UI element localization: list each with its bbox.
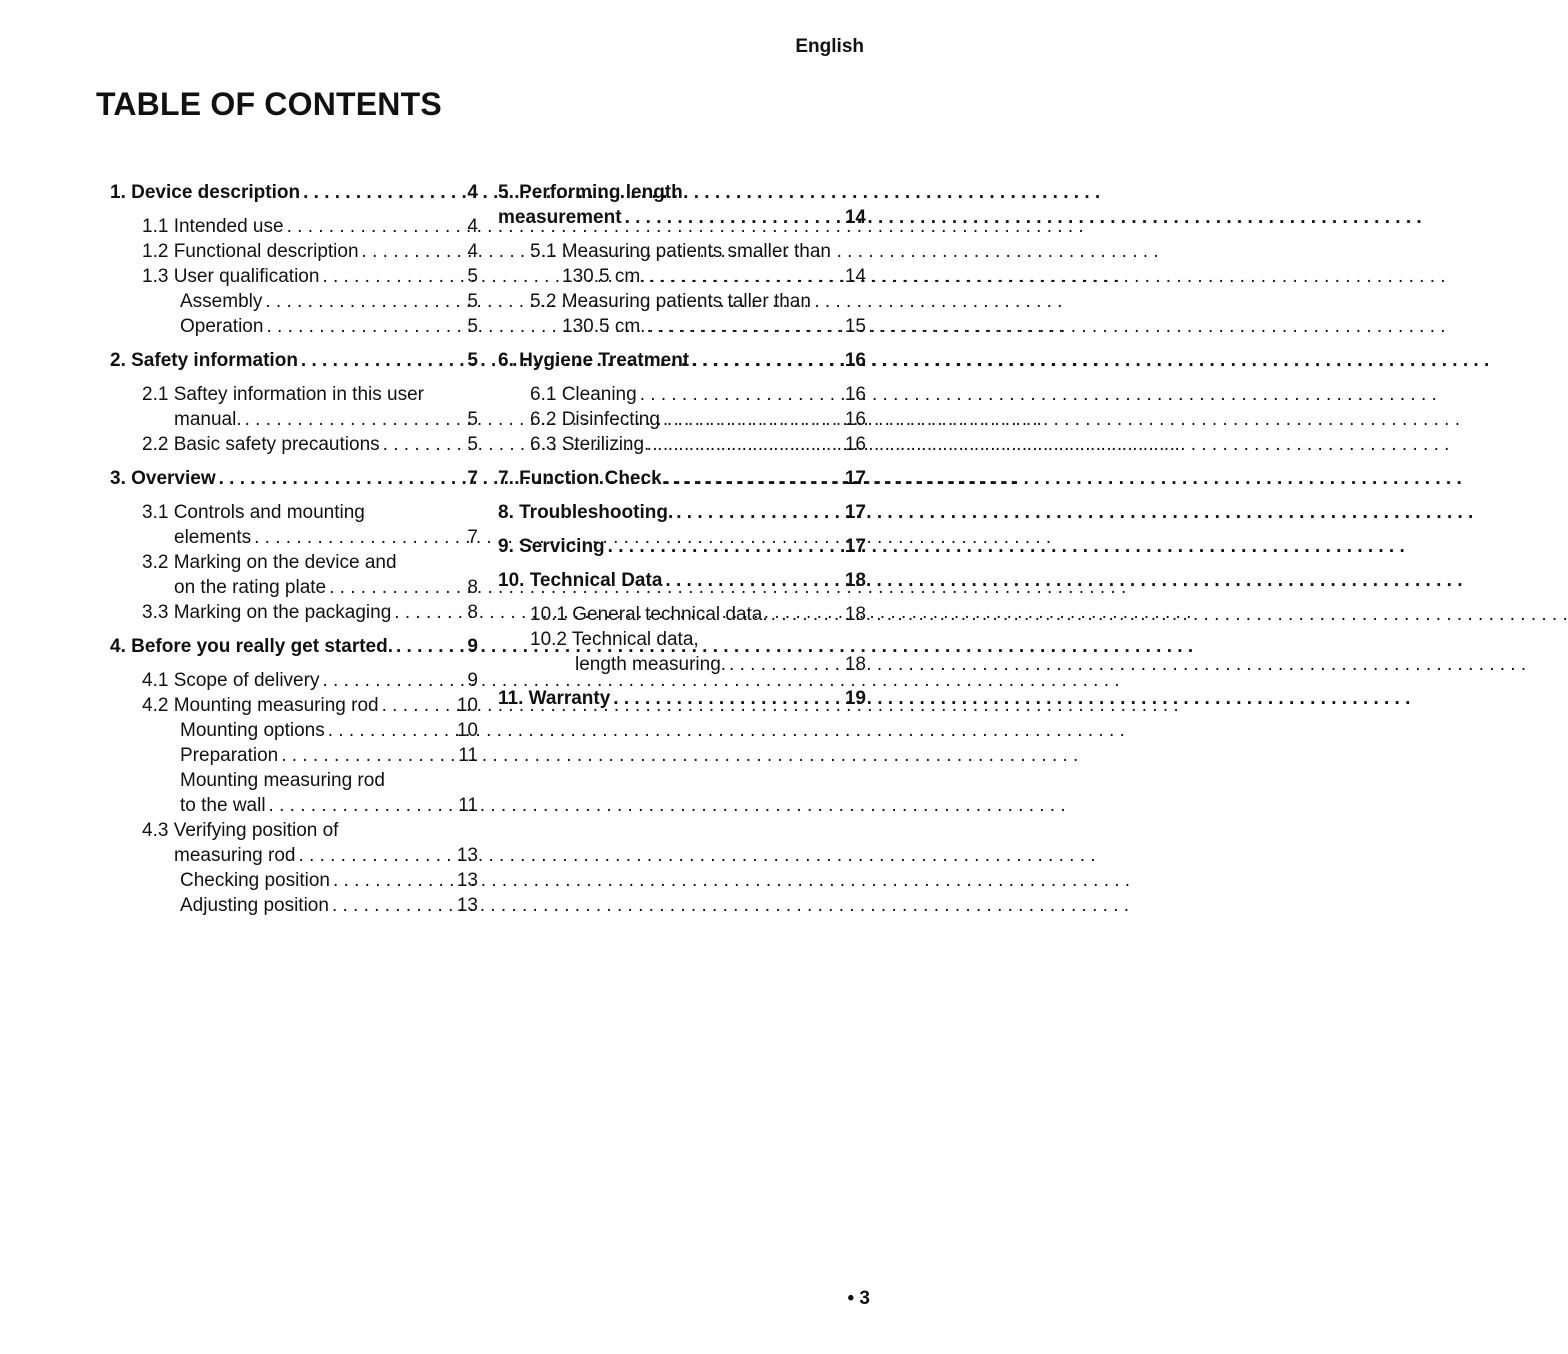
toc-entry-title: 4. Before you really get started.	[110, 636, 393, 657]
toc-entry-title: 10. Technical Data	[498, 570, 663, 591]
toc-dot-leader	[326, 575, 446, 600]
toc-entry-title: Operation	[180, 316, 264, 337]
language-label: English	[795, 36, 864, 57]
toc-entry[interactable]	[498, 289, 866, 314]
toc-dot-leader	[295, 843, 440, 868]
toc-page-number: 4	[467, 216, 478, 237]
toc-dot-leader	[298, 348, 446, 373]
toc-entry[interactable]	[110, 214, 478, 239]
toc-dot-leader	[610, 686, 828, 711]
toc-dot-leader	[662, 568, 828, 593]
toc-entry-title: 1. Device description	[110, 182, 301, 203]
toc-entry-title: 2. Safety information	[110, 350, 298, 371]
toc-entry-title: 8. Troubleshooting.	[498, 502, 674, 523]
toc-page-number: 13	[456, 895, 478, 916]
toc-entry[interactable]	[498, 314, 866, 339]
toc-entry-title: 5.2 Measuring patients taller than	[530, 291, 811, 312]
toc-page-number: 16	[844, 434, 866, 455]
toc-page-number: 11	[458, 745, 478, 766]
toc-entry-title: Assembly	[180, 291, 263, 312]
page-number: • 3	[847, 1288, 870, 1309]
toc-page-number: 7	[467, 468, 478, 489]
toc-entry-title: 7. Function Check	[498, 468, 662, 489]
toc-entry[interactable]	[110, 793, 478, 818]
toc-dot-leader	[391, 600, 446, 625]
toc-page-number: 5	[467, 350, 478, 371]
toc-entry-title: 5. Performing length	[498, 182, 683, 203]
toc-page-number: 14	[844, 266, 866, 287]
toc-entry-title: 10.1 General technical data.	[530, 604, 768, 625]
toc-entry[interactable]	[110, 264, 478, 289]
toc-entry[interactable]	[110, 818, 478, 843]
toc-dot-leader	[660, 407, 828, 432]
toc-entry-title: 10.2 Technical data,	[530, 629, 699, 650]
toc-page-number: 16	[844, 350, 866, 371]
toc-chapter-entry[interactable]	[110, 348, 478, 373]
toc-dot-leader	[673, 500, 828, 525]
toc-page-number: 18	[844, 604, 866, 625]
toc-entry[interactable]	[110, 893, 478, 918]
toc-page-number: 9	[467, 670, 478, 691]
toc-chapter-entry[interactable]	[498, 568, 866, 593]
toc-dot-leader	[726, 652, 828, 677]
toc-dot-leader	[242, 407, 446, 432]
toc-entry[interactable]	[498, 239, 866, 264]
toc-entry-title: 2.2 Basic safety precautions	[142, 434, 380, 455]
toc-entry[interactable]	[498, 652, 866, 677]
toc-entry-title: 5.1 Measuring patients smaller than	[530, 241, 831, 262]
toc-page-number: 8	[467, 602, 478, 623]
toc-chapter-entry[interactable]	[110, 634, 478, 659]
toc-page-number: 7	[467, 527, 478, 548]
toc-chapter-entry[interactable]	[498, 348, 866, 373]
toc-chapter-entry[interactable]	[498, 180, 866, 205]
toc-dot-leader	[380, 432, 446, 457]
toc-dot-leader	[251, 525, 446, 550]
toc-entry[interactable]	[498, 602, 866, 627]
toc-chapter-entry[interactable]	[498, 686, 866, 711]
toc-entry-title: 1.1 Intended use	[142, 216, 284, 237]
toc-page-number: 16	[844, 409, 866, 430]
toc-dot-leader	[329, 893, 440, 918]
toc-dot-leader	[330, 868, 440, 893]
toc-dot-leader	[393, 634, 446, 659]
toc-entry[interactable]	[498, 264, 866, 289]
toc-page-number: 4	[467, 241, 478, 262]
toc-page-number: 17	[844, 468, 866, 489]
toc-dot-leader	[262, 289, 446, 314]
toc-entry[interactable]	[110, 289, 478, 314]
toc-page-number: 5	[467, 266, 478, 287]
toc-dot-leader	[216, 466, 446, 491]
toc-entry-title: 6.2 Disinfecting	[530, 409, 660, 430]
toc-dot-leader	[359, 239, 446, 264]
toc-entry[interactable]	[110, 718, 478, 743]
toc-chapter-entry[interactable]	[110, 180, 478, 205]
toc-chapter-entry[interactable]	[110, 466, 478, 491]
toc-entry[interactable]	[110, 500, 478, 525]
toc-page-number: 16	[844, 384, 866, 405]
toc-entry-title: Checking position	[180, 870, 330, 891]
toc-page-number: 9	[467, 636, 478, 657]
toc-page-number: 15	[844, 316, 866, 337]
toc-dot-leader	[637, 382, 828, 407]
toc-dot-leader	[300, 180, 446, 205]
toc-entry[interactable]	[110, 768, 478, 793]
toc-page-number: 14	[844, 207, 866, 228]
toc-dot-leader	[319, 264, 446, 289]
toc-entry[interactable]	[110, 600, 478, 625]
toc-entry[interactable]	[498, 407, 866, 432]
toc-page-number: 13	[456, 870, 478, 891]
toc-dot-leader	[284, 214, 446, 239]
toc-entry-title: manual.	[174, 409, 242, 430]
toc-entry-title: 4.3 Verifying position of	[142, 820, 339, 841]
toc-page-number: 8	[467, 577, 478, 598]
toc-entry-title: 3.2 Marking on the device and	[142, 552, 397, 573]
toc-entry-title: 130.5 cm.	[562, 266, 646, 287]
toc-entry-title: 1.2 Functional description	[142, 241, 359, 262]
toc-page-number: 5	[467, 409, 478, 430]
toc-entry-title: 130.5 cm.	[562, 316, 646, 337]
toc-entry-title: 3.1 Controls and mounting	[142, 502, 365, 523]
toc-dot-leader	[689, 348, 828, 373]
page-title: TABLE OF CONTENTS	[96, 86, 442, 122]
toc-entry-title: Preparation	[180, 745, 279, 766]
toc-entry-title: 6.3 Sterilizing.	[530, 434, 650, 455]
toc-chapter-entry[interactable]	[498, 205, 866, 230]
toc-page-number: 17	[844, 502, 866, 523]
toc-dot-leader	[263, 314, 446, 339]
toc-entry[interactable]	[110, 868, 478, 893]
toc-dot-leader	[649, 432, 828, 457]
toc-entry-title: 11. Warranty	[498, 688, 611, 709]
toc-dot-leader	[768, 602, 828, 627]
toc-page-number: 10	[456, 720, 478, 741]
toc-dot-leader	[645, 314, 828, 339]
toc-entry[interactable]	[110, 575, 478, 600]
toc-entry[interactable]	[110, 314, 478, 339]
toc-entry-title: 4.2 Mounting measuring rod	[142, 695, 379, 716]
toc-entry[interactable]	[110, 550, 478, 575]
toc-page-number: 11	[458, 795, 478, 816]
toc-page-number: 18	[844, 654, 866, 675]
toc-dot-leader	[278, 743, 440, 768]
toc-page-number: 5	[467, 316, 478, 337]
toc-dot-leader	[325, 718, 440, 743]
toc-chapter-entry[interactable]	[498, 534, 866, 559]
toc-entry-title: Adjusting position	[180, 895, 329, 916]
toc-entry[interactable]	[110, 843, 478, 868]
toc-entry-title: 6. Hygiene Treatment	[498, 350, 690, 371]
toc-dot-leader	[319, 668, 446, 693]
toc-entry[interactable]	[498, 382, 866, 407]
toc-entry[interactable]	[110, 743, 478, 768]
toc-page-number: 13	[456, 845, 478, 866]
toc-dot-leader	[266, 793, 440, 818]
toc-page-number: 19	[844, 688, 866, 709]
toc-dot-leader	[662, 466, 828, 491]
toc-entry[interactable]	[110, 525, 478, 550]
toc-entry-title: on the rating plate	[174, 577, 327, 598]
toc-dot-leader	[379, 693, 440, 718]
toc-entry-title: Mounting measuring rod	[180, 770, 385, 791]
toc-dot-leader	[605, 534, 828, 559]
toc-entry[interactable]	[110, 432, 478, 457]
toc-entry-title: 6.1 Cleaning	[530, 384, 637, 405]
toc-entry-title: to the wall	[180, 795, 266, 816]
toc-entry-title: Mounting options	[180, 720, 325, 741]
toc-chapter-entry[interactable]	[498, 500, 866, 525]
toc-entry[interactable]	[110, 668, 478, 693]
toc-entry[interactable]	[498, 432, 866, 457]
toc-entry-title: 3.3 Marking on the packaging	[142, 602, 392, 623]
toc-page-number: 17	[844, 536, 866, 557]
toc-entry-title: 3. Overview	[110, 468, 216, 489]
toc-column-right	[498, 180, 866, 711]
toc-column-left	[110, 180, 478, 918]
toc-entry[interactable]	[110, 407, 478, 432]
toc-entry[interactable]	[110, 382, 478, 407]
toc-entry-title: elements	[174, 527, 252, 548]
toc-entry-title: length measuring.	[575, 654, 727, 675]
toc-entry-title: 9. Servicing	[498, 536, 605, 557]
toc-entry[interactable]	[110, 693, 478, 718]
toc-page-number: 10	[456, 695, 478, 716]
toc-entry-title: 2.1 Saftey information in this user	[142, 384, 424, 405]
toc-entry-title: 4.1 Scope of delivery	[142, 670, 320, 691]
toc-page-number: 5	[467, 434, 478, 455]
toc-page-number: 5	[467, 291, 478, 312]
toc-entry-title: measurement	[498, 207, 622, 228]
toc-entry-title: measuring rod	[174, 845, 296, 866]
toc-page-number: 4	[467, 182, 478, 203]
toc-entry[interactable]	[498, 627, 866, 652]
toc-dot-leader	[645, 264, 828, 289]
toc-page-number: 18	[844, 570, 866, 591]
toc-dot-leader	[622, 205, 828, 230]
toc-chapter-entry[interactable]	[498, 466, 866, 491]
toc-entry[interactable]	[110, 239, 478, 264]
toc-entry-title: 1.3 User qualification	[142, 266, 320, 287]
